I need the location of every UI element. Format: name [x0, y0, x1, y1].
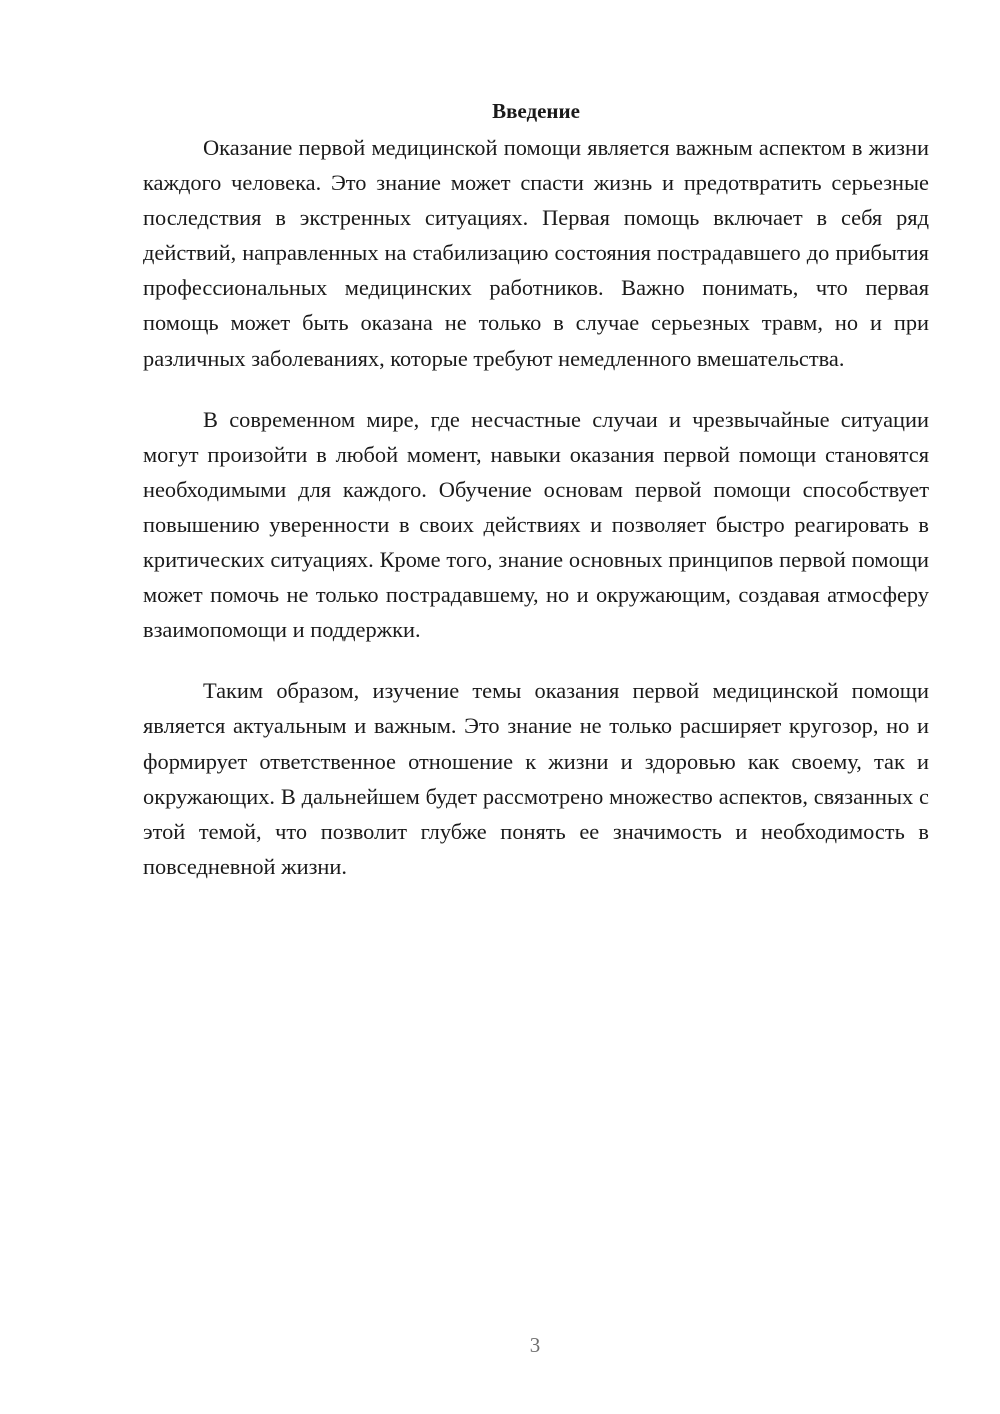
paragraph-2: В современном мире, где несчастные случаи и чрезвычайные ситуации могут произойти в любой момент, навыки оказания первой помощи становятся необходимыми для каждого. Обучение основам первой помощи способствует повышению уверенности в своих действиях и позволяет быстро реагировать в критических ситуациях. Кроме того, знание основных принципов первой помощи может помочь не только пострадавшему, но и окружающим, создавая атмосферу взаимопомощи и поддержки. — [143, 406, 929, 643]
section-title: Введение — [492, 99, 580, 123]
paragraph-1: Оказание первой медицинской помощи является важным аспектом в жизни каждого человека. Это знание может спасти жизнь и предотвратить серьезные последствия в экстренных ситуациях. Первая помощь включает в себя ряд действий, направленных на стабилизацию состояния пострадавшего до прибытия профессиональных медицинских работников. Важно понимать, что первая помощь может быть оказана не только в случае серьезных травм, но и при различных заболеваниях, которые требуют немедленного вмешательства. — [143, 135, 929, 371]
page-content — [143, 96, 929, 884]
page-number: 3 — [529, 1333, 541, 1357]
paragraph-3: Таким образом, изучение темы оказания первой медицинской помощи является актуальным и важным. Это знание не только расширяет кругозор, но и формирует ответственное отношение к жизни и здоровью как своему, так и окружающих. В дальнейшем будет рассмотрено множество аспектов, связанных с этой темой, что позволит глубже понять ее значимость и необходимость в повседневной жизни. — [143, 678, 929, 879]
